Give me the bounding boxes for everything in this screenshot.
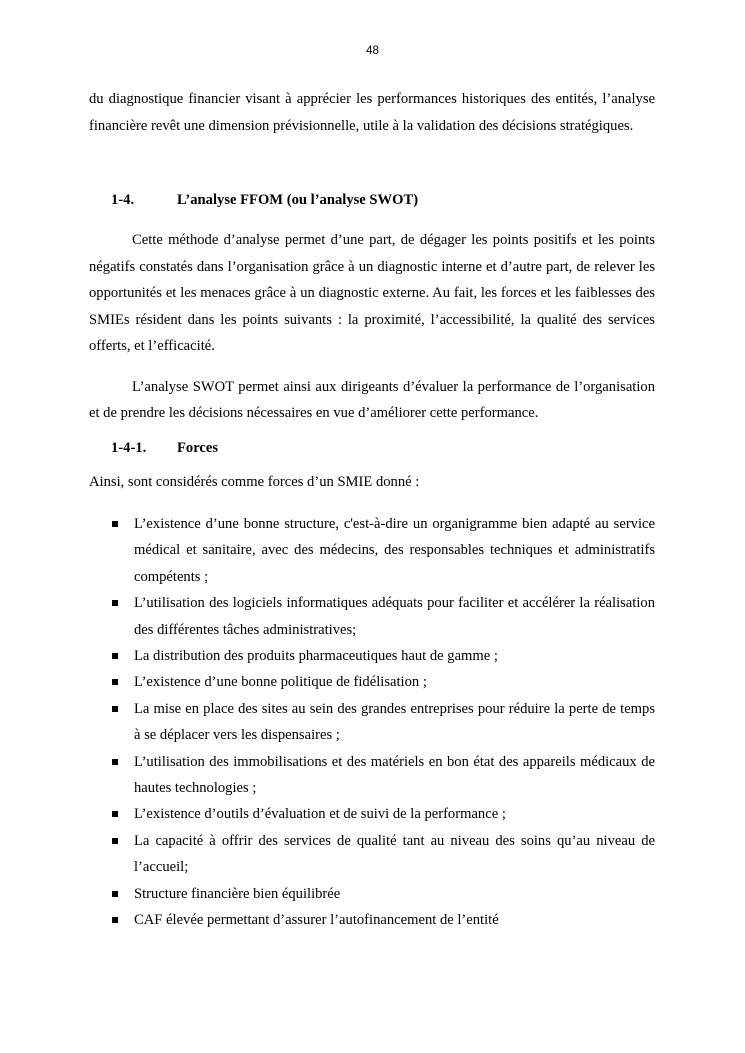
forces-lead-in: Ainsi, sont considérés comme forces d’un SMIE donné : xyxy=(89,473,420,490)
list-item xyxy=(89,881,655,907)
list-item xyxy=(89,590,655,643)
list-item xyxy=(89,801,655,827)
list-item-text: La distribution des produits pharmaceutiques haut de gamme ; xyxy=(134,648,498,665)
square-bullet-icon xyxy=(112,653,118,659)
list-item xyxy=(89,749,655,802)
square-bullet-icon xyxy=(112,891,118,897)
forces-list xyxy=(89,511,655,934)
square-bullet-icon xyxy=(112,521,118,527)
list-item-text: CAF élevée permettant d’assurer l’autofinancement de l’entité xyxy=(134,912,499,929)
list-item-text: La capacité à offrir des services de qualité tant au niveau des soins qu’au niveau de l’accueil; xyxy=(134,832,655,876)
list-item xyxy=(89,511,655,590)
section-title: L’analyse FFOM (ou l’analyse SWOT) xyxy=(177,192,419,208)
square-bullet-icon xyxy=(112,706,118,712)
square-bullet-icon xyxy=(112,679,118,685)
subsection-number: 1-4-1. xyxy=(111,439,147,456)
list-item-text: L’existence d’une bonne structure, c'est-à-dire un organigramme bien adapté au service médical et sanitaire, avec des médecins, des responsables techniques et administratifs compétents ; xyxy=(134,516,655,585)
list-item-text: L’utilisation des immobilisations et des matériels en bon état des appareils médicaux de hautes technologies ; xyxy=(134,753,655,797)
section-paragraph: L’analyse SWOT permet ainsi aux dirigeants d’évaluer la performance de l’organisation et de prendre les décisions nécessaires en vue d’améliorer cette performance. xyxy=(89,378,655,421)
page-number: 48 xyxy=(366,45,379,57)
list-item xyxy=(89,828,655,881)
list-item-text: Structure financière bien équilibrée xyxy=(134,885,341,902)
square-bullet-icon xyxy=(112,917,118,923)
square-bullet-icon xyxy=(112,759,118,765)
list-item-text: L’existence d’une bonne politique de fidélisation ; xyxy=(134,674,427,691)
section-number: 1-4. xyxy=(111,192,135,208)
square-bullet-icon xyxy=(112,600,118,606)
subsection-heading xyxy=(111,435,655,461)
list-item xyxy=(89,696,655,749)
square-bullet-icon xyxy=(112,811,118,817)
list-item-text: La mise en place des sites au sein des grandes entreprises pour réduire la perte de temps à se déplacer vers les dispensaires ; xyxy=(134,700,655,744)
list-item-text: L’existence d’outils d’évaluation et de suivi de la performance ; xyxy=(134,806,506,823)
page-body xyxy=(89,86,655,934)
subsection-title: Forces xyxy=(177,439,219,456)
list-item xyxy=(89,669,655,695)
section-paragraph: Cette méthode d’analyse permet d’une part, de dégager les points positifs et les points négatifs constatés dans l’organisation grâce à un diagnostic interne et d’autre part, de relever les opportunités et les menaces grâce à un diagnostic externe. Au fait, les forces et les faiblesses des SMIEs résident dans les points suivants : la proximité, l’accessibilité, la qualité des services offerts, et l’efficacité. xyxy=(89,232,655,354)
list-item xyxy=(89,907,655,933)
section-heading xyxy=(111,187,655,213)
list-item-text: L’utilisation des logiciels informatiques adéquats pour faciliter et accélérer la réalisation des différentes tâches administratives; xyxy=(134,595,655,638)
intro-paragraph: du diagnostique financier visant à apprécier les performances historiques des entités, l’analyse financière revêt une dimension prévisionnelle, utile à la validation des décisions stratégiques. xyxy=(89,91,655,134)
square-bullet-icon xyxy=(112,838,118,844)
list-item xyxy=(89,643,655,669)
